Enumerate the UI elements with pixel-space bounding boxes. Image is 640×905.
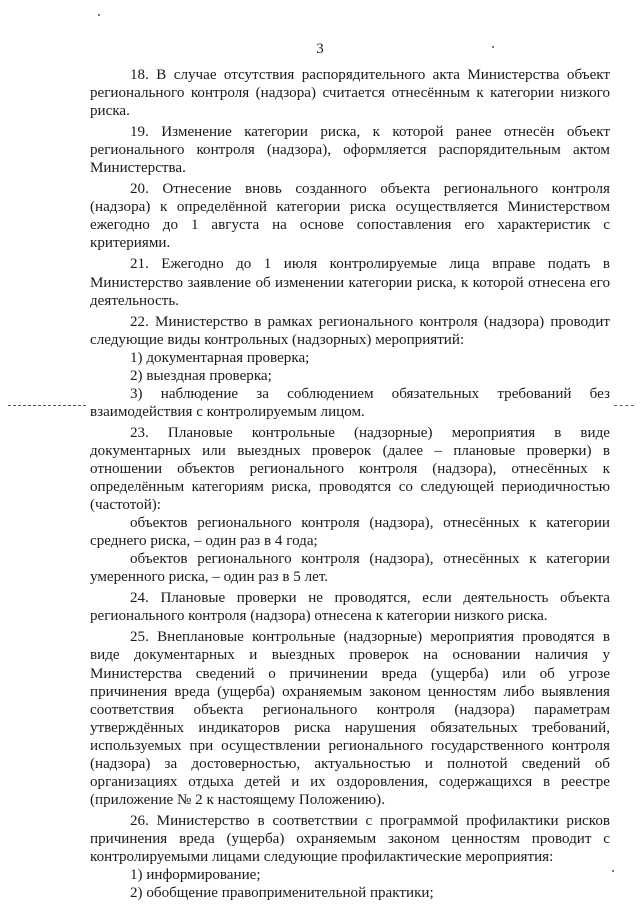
list-item: 2) обобщение правоприменительной практики; [130,885,434,902]
paragraph-19: 19. Изменение категории риска, к которой ранее отнесён объект регионального контроля (надзора), оформляется распорядительным актом Министерства. [90,124,610,177]
paragraph-25: 25. Внеплановые контрольные (надзорные) мероприятия проводятся в виде документарных и выездных проверок на основании наличия у Министерства сведений о причинении вреда (ущерба) или об угрозе причинения вреда (ущерба) охраняемым законом ценностям либо выявления соответствия объекта регионального контроля (надзора) параметрам утверждённых индикаторов риска нарушения обязательных требований, используемых при осуществлении регионального государственного контроля (надзора) за достоверностью, актуальностью и полнотой сведений об организациях отдыха детей и их оздоровления, содержащихся в реестре (приложение № 2 к настоящему Положению). [90,629,610,808]
scan-artifact-line [8,405,86,406]
paragraph-26: 26. Министерство в соответствии с программой профилактики рисков причинения вреда (ущерба) охраняемым законом ценностям проводит с контролируемыми лицами следующие профилактические мероприятия: [90,812,610,865]
document-body [90,66,610,902]
list-item: объектов регионального контроля (надзора), отнесённых к категории умеренного риска, – один раз в 5 лет. [90,551,610,586]
scan-speck [98,14,100,16]
scan-artifact-line-right [614,405,634,406]
paragraph-24: 24. Плановые проверки не проводятся, если деятельность объекта регионального контроля (надзора) отнесена к категории низкого риска. [90,590,610,625]
paragraph-23: 23. Плановые контрольные (надзорные) мероприятия в виде документарных или выездных проверок (далее – плановые проверки) в отношении объектов регионального контроля (надзора), отнесённых к определённым категориям риска, проводятся со следующей периодичностью (частотой): [90,424,610,514]
paragraph-22: 22. Министерство в рамках регионального контроля (надзора) проводит следующие виды контрольных (надзорных) мероприятий: [90,313,610,348]
list-item: 2) выездная проверка; [130,367,272,384]
list-item: 1) информирование; [130,867,261,884]
list-item: 3) наблюдение за соблюдением обязательных требований без взаимодействия с контролируемым лицом. [90,385,610,420]
list-item: объектов регионального контроля (надзора), отнесённых к категории среднего риска, – один раз в 4 года; [90,515,610,550]
paragraph-21: 21. Ежегодно до 1 июля контролируемые лица вправе подать в Министерство заявление об изменении категории риска, к которой отнесена его деятельность. [90,256,610,309]
paragraph-20: 20. Отнесение вновь созданного объекта регионального контроля (надзора) к определённой категории риска осуществляется Министерством ежегодно до 1 августа на основе сопоставления его характеристик с критериями. [90,181,610,252]
scan-speck [612,870,614,872]
page-number: 3 [316,41,324,57]
scan-speck [492,46,494,48]
paragraph-18: 18. В случае отсутствия распорядительного акта Министерства объект регионального контроля (надзора) считается отнесённым к категории низкого риска. [90,67,610,120]
list-item: 1) документарная проверка; [130,349,310,366]
